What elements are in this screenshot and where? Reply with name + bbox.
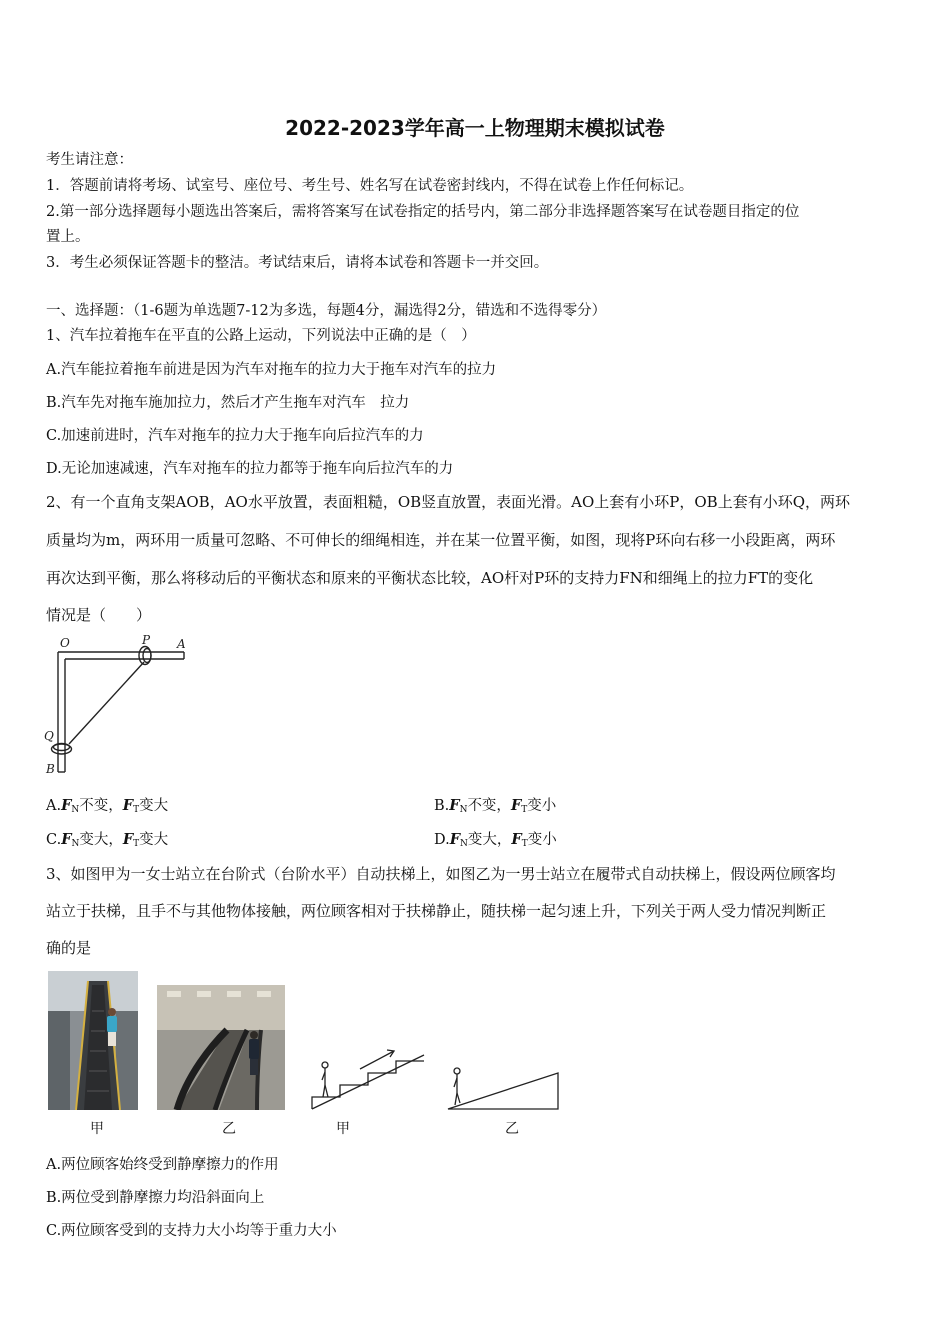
- caption-photo-jia: 甲: [90, 1121, 104, 1137]
- q2-line-2: 质量均为m，两环用一质量可忽略、不可伸长的细绳相连，并在某一位置平衡，如图，现将P环向右移一小段距离，两环: [46, 531, 836, 549]
- q1-option-c: C.加速前进时，汽车对拖车的拉力大于拖车向后拉汽车的力: [46, 428, 424, 444]
- notice-item-3: 3．考生必须保证答题卡的整洁。考试结束后，请将本试卷和答题卡一并交回。: [46, 255, 549, 271]
- notice-item-2-cont: 置上。: [46, 229, 90, 245]
- q2-option-c: $C.F_N$变大，$F_T$变大: [46, 831, 169, 849]
- notice-heading: 考生请注意：: [46, 152, 133, 168]
- q3-line-2: 站立于扶梯，且手不与其他物体接触，两位顾客相对于扶梯静止，随扶梯一起匀速上升，下列关于两人受力情况判断正: [46, 902, 827, 920]
- q2-option-d: $D.F_N$变大，$F_T$变小: [434, 831, 557, 849]
- q1-stem: 1、汽车拉着拖车在平直的公路上运动，下列说法中正确的是（ ）: [46, 328, 476, 344]
- incline-walkway-sketch: [446, 1065, 562, 1111]
- q2-line-1: 2、有一个直角支架AOB，AO水平放置，表面粗糙，OB竖直放置，表面光滑。AO上套有小环P，OB上套有小环Q，两环: [46, 493, 850, 511]
- caption-photo-yi: 乙: [222, 1121, 236, 1137]
- label-o: O: [60, 636, 70, 650]
- label-b: B: [46, 762, 55, 776]
- step-escalator-photo: [48, 971, 138, 1110]
- caption-sketch-jia: 甲: [336, 1121, 350, 1137]
- q1-option-b: B.汽车先对拖车施加拉力，然后才产生拖车对汽车 拉力: [46, 395, 410, 411]
- q3-option-c: C.两位顾客受到的支持力大小均等于重力大小: [46, 1223, 337, 1239]
- q3-line-3: 确的是: [46, 939, 92, 957]
- label-p: P: [142, 633, 151, 647]
- moving-walkway-photo: [157, 985, 285, 1110]
- label-a: A: [177, 637, 186, 651]
- q1-option-a: A.汽车能拉着拖车前进是因为汽车对拖车的拉力大于拖车对汽车的拉力: [46, 362, 497, 378]
- page-title: 2022-2023学年高一上物理期末模拟试卷: [285, 116, 665, 140]
- caption-sketch-yi: 乙: [505, 1121, 519, 1137]
- notice-item-2: 2.第一部分选择题每小题选出答案后，需将答案写在试卷指定的括号内，第二部分非选择题答案写在试卷题目指定的位: [46, 204, 800, 220]
- q2-option-b: $B.F_N$不变，$F_T$变小: [434, 797, 557, 815]
- section-heading: 一、选择题：（1-6题为单选题7-12为多选，每题4分，漏选得2分，错选和不选得零分）: [46, 303, 607, 319]
- q3-line-1: 3、如图甲为一女士站立在台阶式（台阶水平）自动扶梯上，如图乙为一男士站立在履带式自动扶梯上，假设两位顾客均: [46, 865, 836, 883]
- notice-item-1: 1．答题前请将考场、试室号、座位号、考生号、姓名写在试卷密封线内，不得在试卷上作任何标记。: [46, 178, 694, 194]
- bracket-diagram: [40, 632, 200, 780]
- q2-line-3: 再次达到平衡，那么将移动后的平衡状态和原来的平衡状态比较，AO杆对P环的支持力FN和细绳上的拉力FT的变化: [46, 569, 814, 587]
- q2-option-a: $A.F_N$不变，$F_T$变大: [46, 797, 169, 815]
- label-q: Q: [44, 729, 54, 743]
- step-escalator-sketch: [308, 1047, 430, 1111]
- q2-line-4: 情况是（ ）: [46, 606, 152, 624]
- q3-option-a: A.两位顾客始终受到静摩擦力的作用: [46, 1157, 279, 1173]
- q1-option-d: D.无论加速减速，汽车对拖车的拉力都等于拖车向后拉汽车的力: [46, 461, 454, 477]
- q3-option-b: B.两位受到静摩擦力均沿斜面向上: [46, 1190, 265, 1206]
